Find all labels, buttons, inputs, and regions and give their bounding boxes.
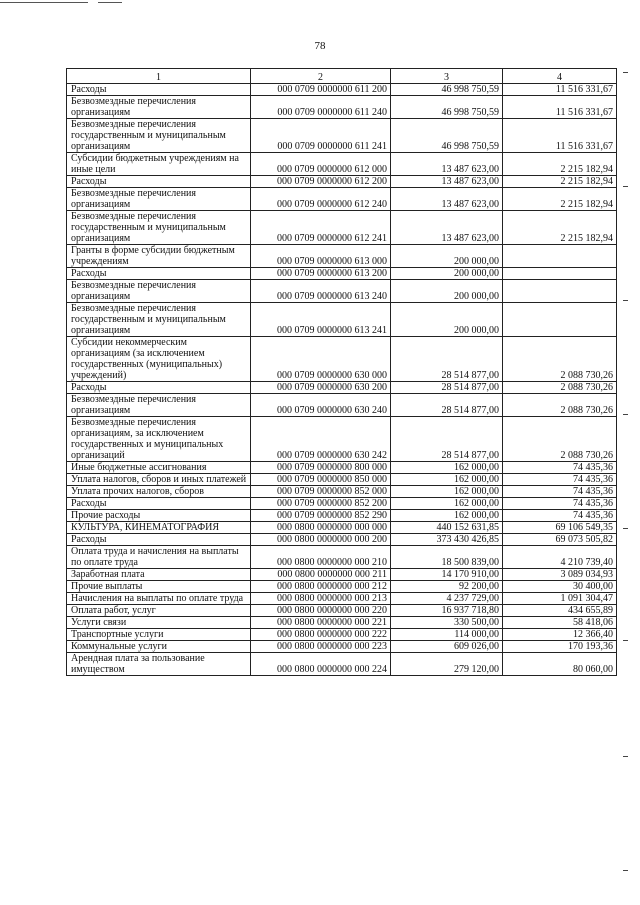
row-actual: 11 516 331,67 [503, 119, 617, 153]
row-actual: 2 215 182,94 [503, 211, 617, 245]
row-code: 000 0709 0000000 852 000 [251, 486, 391, 498]
row-name: Гранты в форме субсидии бюджетным учреждениям [67, 245, 251, 268]
row-actual: 2 088 730,26 [503, 394, 617, 417]
row-plan: 46 998 750,59 [391, 84, 503, 96]
row-name: Расходы [67, 176, 251, 188]
row-plan: 440 152 631,85 [391, 522, 503, 534]
row-code: 000 0709 0000000 630 200 [251, 382, 391, 394]
row-plan: 279 120,00 [391, 653, 503, 676]
row-code: 000 0800 0000000 000 211 [251, 569, 391, 581]
row-name: Уплата прочих налогов, сборов [67, 486, 251, 498]
row-actual: 74 435,36 [503, 510, 617, 522]
row-actual: 58 418,06 [503, 617, 617, 629]
row-plan: 28 514 877,00 [391, 382, 503, 394]
row-plan: 28 514 877,00 [391, 394, 503, 417]
row-code: 000 0800 0000000 000 223 [251, 641, 391, 653]
row-name: Оплата труда и начисления на выплаты по оплате труда [67, 546, 251, 569]
row-actual: 2 088 730,26 [503, 337, 617, 382]
row-name: Субсидии бюджетным учреждениям на иные цели [67, 153, 251, 176]
table-row [67, 474, 617, 486]
row-name: Расходы [67, 382, 251, 394]
row-code: 000 0709 0000000 611 241 [251, 119, 391, 153]
table-row [67, 188, 617, 211]
row-plan: 114 000,00 [391, 629, 503, 641]
row-plan: 200 000,00 [391, 280, 503, 303]
row-actual: 434 655,89 [503, 605, 617, 617]
row-plan: 18 500 839,00 [391, 546, 503, 569]
table-row [67, 462, 617, 474]
row-actual: 69 073 505,82 [503, 534, 617, 546]
table-row [67, 268, 617, 280]
row-code: 000 0800 0000000 000 000 [251, 522, 391, 534]
row-actual: 3 089 034,93 [503, 569, 617, 581]
top-rule [0, 2, 88, 3]
row-code: 000 0800 0000000 000 212 [251, 581, 391, 593]
row-plan: 200 000,00 [391, 268, 503, 280]
row-code: 000 0709 0000000 612 240 [251, 188, 391, 211]
row-name: Безвозмездные перечисления организациям, за исключением государственных и муниципальных организаций [67, 417, 251, 462]
row-actual [503, 303, 617, 337]
row-actual [503, 245, 617, 268]
table-row [67, 153, 617, 176]
row-actual: 11 516 331,67 [503, 96, 617, 119]
row-code: 000 0709 0000000 630 240 [251, 394, 391, 417]
row-name: Транспортные услуги [67, 629, 251, 641]
row-name: Расходы [67, 84, 251, 96]
row-actual: 30 400,00 [503, 581, 617, 593]
row-name: Безвозмездные перечисления организациям [67, 280, 251, 303]
table-row [67, 245, 617, 268]
table-row [67, 605, 617, 617]
margin-mark [623, 528, 628, 529]
row-plan: 13 487 623,00 [391, 176, 503, 188]
row-name: Начисления на выплаты по оплате труда [67, 593, 251, 605]
column-header-4: 4 [503, 69, 617, 84]
top-rule-short [98, 2, 122, 3]
row-plan: 162 000,00 [391, 510, 503, 522]
row-actual: 2 215 182,94 [503, 153, 617, 176]
table-row [67, 84, 617, 96]
table-row [67, 581, 617, 593]
row-plan: 46 998 750,59 [391, 96, 503, 119]
row-name: Безвозмездные перечисления государственным и муниципальным организациям [67, 303, 251, 337]
table-row [67, 593, 617, 605]
row-code: 000 0709 0000000 612 241 [251, 211, 391, 245]
margin-mark [623, 756, 628, 757]
row-name: Безвозмездные перечисления организациям [67, 188, 251, 211]
row-plan: 330 500,00 [391, 617, 503, 629]
table-row [67, 211, 617, 245]
table-row [67, 653, 617, 676]
table-row [67, 119, 617, 153]
margin-mark [623, 300, 628, 301]
table-row [67, 522, 617, 534]
row-code: 000 0709 0000000 612 000 [251, 153, 391, 176]
margin-mark [623, 186, 628, 187]
table-row [67, 394, 617, 417]
row-name: Безвозмездные перечисления государственным и муниципальным организациям [67, 211, 251, 245]
row-plan: 13 487 623,00 [391, 188, 503, 211]
table-row [67, 641, 617, 653]
row-actual: 11 516 331,67 [503, 84, 617, 96]
table-row [67, 510, 617, 522]
row-code: 000 0800 0000000 000 224 [251, 653, 391, 676]
row-plan: 162 000,00 [391, 474, 503, 486]
table-row [67, 498, 617, 510]
row-name: Безвозмездные перечисления организациям [67, 394, 251, 417]
table-header-row [67, 69, 617, 84]
row-actual: 2 088 730,26 [503, 417, 617, 462]
margin-mark [623, 870, 628, 871]
table-row [67, 617, 617, 629]
row-name: Уплата налогов, сборов и иных платежей [67, 474, 251, 486]
row-actual [503, 280, 617, 303]
row-plan: 200 000,00 [391, 245, 503, 268]
row-code: 000 0709 0000000 630 242 [251, 417, 391, 462]
table-row [67, 176, 617, 188]
row-code: 000 0709 0000000 611 200 [251, 84, 391, 96]
row-actual: 74 435,36 [503, 462, 617, 474]
row-actual: 2 215 182,94 [503, 176, 617, 188]
row-name: Расходы [67, 268, 251, 280]
row-actual: 1 091 304,47 [503, 593, 617, 605]
row-name: КУЛЬТУРА, КИНЕМАТОГРАФИЯ [67, 522, 251, 534]
row-name: Прочие выплаты [67, 581, 251, 593]
row-code: 000 0709 0000000 613 000 [251, 245, 391, 268]
row-plan: 46 998 750,59 [391, 119, 503, 153]
table-row [67, 382, 617, 394]
margin-mark [623, 640, 628, 641]
row-name: Коммунальные услуги [67, 641, 251, 653]
page-number: 78 [314, 40, 326, 52]
row-code: 000 0709 0000000 612 200 [251, 176, 391, 188]
row-code: 000 0709 0000000 852 200 [251, 498, 391, 510]
row-code: 000 0800 0000000 000 210 [251, 546, 391, 569]
table-row [67, 486, 617, 498]
table-row [67, 337, 617, 382]
row-plan: 28 514 877,00 [391, 417, 503, 462]
margin-mark [623, 72, 628, 73]
column-header-1: 1 [67, 69, 251, 84]
row-code: 000 0709 0000000 630 000 [251, 337, 391, 382]
row-actual: 4 210 739,40 [503, 546, 617, 569]
row-plan: 609 026,00 [391, 641, 503, 653]
row-plan: 200 000,00 [391, 303, 503, 337]
row-plan: 162 000,00 [391, 486, 503, 498]
row-actual: 74 435,36 [503, 474, 617, 486]
row-code: 000 0800 0000000 000 222 [251, 629, 391, 641]
row-name: Арендная плата за пользование имуществом [67, 653, 251, 676]
table-row [67, 96, 617, 119]
row-name: Иные бюджетные ассигнования [67, 462, 251, 474]
row-name: Субсидии некоммерческим организациям (за исключением государственных (муниципальных) учреждений) [67, 337, 251, 382]
row-actual: 74 435,36 [503, 498, 617, 510]
row-actual: 2 215 182,94 [503, 188, 617, 211]
row-code: 000 0800 0000000 000 220 [251, 605, 391, 617]
row-plan: 14 170 910,00 [391, 569, 503, 581]
row-actual: 74 435,36 [503, 486, 617, 498]
table-row [67, 569, 617, 581]
column-header-2: 2 [251, 69, 391, 84]
row-name: Безвозмездные перечисления государственным и муниципальным организациям [67, 119, 251, 153]
row-name: Заработная плата [67, 569, 251, 581]
table-row [67, 629, 617, 641]
row-code: 000 0800 0000000 000 221 [251, 617, 391, 629]
row-code: 000 0800 0000000 000 200 [251, 534, 391, 546]
row-actual: 12 366,40 [503, 629, 617, 641]
row-name: Безвозмездные перечисления организациям [67, 96, 251, 119]
row-plan: 92 200,00 [391, 581, 503, 593]
row-code: 000 0709 0000000 613 240 [251, 280, 391, 303]
row-actual [503, 268, 617, 280]
table-row [67, 280, 617, 303]
row-code: 000 0800 0000000 000 213 [251, 593, 391, 605]
row-plan: 16 937 718,80 [391, 605, 503, 617]
table-row [67, 534, 617, 546]
row-plan: 13 487 623,00 [391, 211, 503, 245]
row-plan: 28 514 877,00 [391, 337, 503, 382]
table-row [67, 546, 617, 569]
table-row [67, 303, 617, 337]
row-name: Прочие расходы [67, 510, 251, 522]
row-name: Расходы [67, 498, 251, 510]
margin-mark [623, 414, 628, 415]
row-code: 000 0709 0000000 613 200 [251, 268, 391, 280]
row-plan: 162 000,00 [391, 498, 503, 510]
row-name: Расходы [67, 534, 251, 546]
row-plan: 13 487 623,00 [391, 153, 503, 176]
row-name: Оплата работ, услуг [67, 605, 251, 617]
column-header-3: 3 [391, 69, 503, 84]
row-actual: 80 060,00 [503, 653, 617, 676]
table-row [67, 417, 617, 462]
row-code: 000 0709 0000000 611 240 [251, 96, 391, 119]
row-code: 000 0709 0000000 852 290 [251, 510, 391, 522]
row-code: 000 0709 0000000 613 241 [251, 303, 391, 337]
row-actual: 2 088 730,26 [503, 382, 617, 394]
row-code: 000 0709 0000000 800 000 [251, 462, 391, 474]
row-plan: 4 237 729,00 [391, 593, 503, 605]
row-actual: 170 193,36 [503, 641, 617, 653]
row-plan: 162 000,00 [391, 462, 503, 474]
row-plan: 373 430 426,85 [391, 534, 503, 546]
row-name: Услуги связи [67, 617, 251, 629]
table-body [67, 84, 617, 676]
budget-table [66, 68, 617, 676]
row-actual: 69 106 549,35 [503, 522, 617, 534]
row-code: 000 0709 0000000 850 000 [251, 474, 391, 486]
